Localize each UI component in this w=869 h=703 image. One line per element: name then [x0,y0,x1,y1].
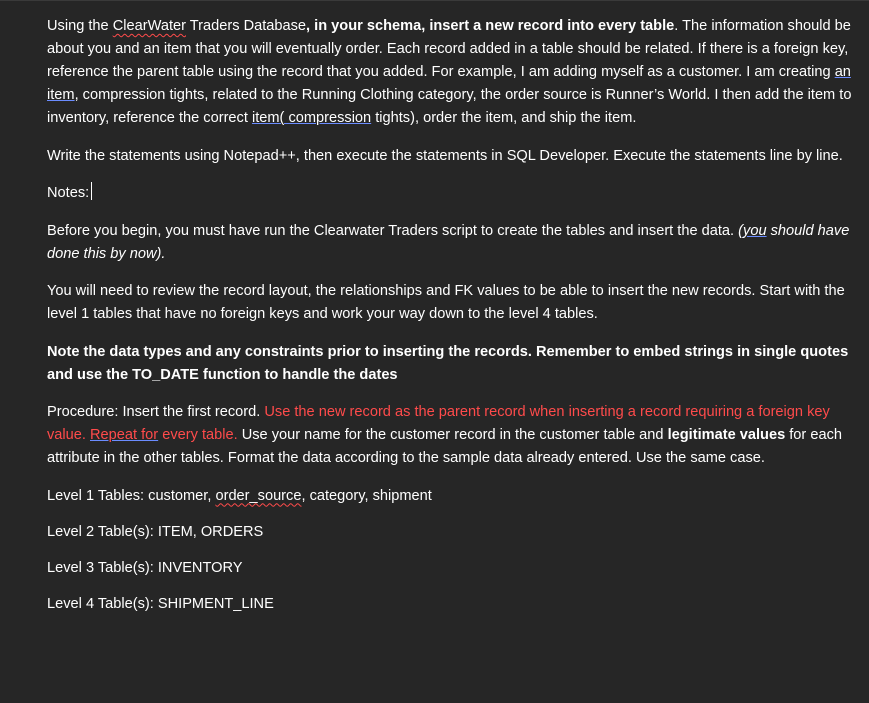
procedure-paragraph [47,401,863,470]
level-2-tables: Level 2 Table(s): ITEM, ORDERS [47,523,264,540]
text-run: tights), order the item, and ship the item. [371,110,637,126]
data-types-note-paragraph: Note the data types and any constraints prior to inserting the records. Remember to embed strings in single quotes and use the TO_DATE function to handle the dates [47,343,849,383]
grammar-flagged-phrase[interactable]: item( compression [251,110,372,126]
red-text-run: every table. [158,427,238,443]
level-4-tables: Level 4 Table(s): SHIPMENT_LINE [47,595,274,612]
level-1-tables [47,485,863,508]
before-you-begin-paragraph [47,220,863,266]
review-layout-paragraph: You will need to review the record layout, the relationships and FK values to be able to insert the new records. Start with the level 1 tables that have no foreign keys and work your way down to the level 4 tables. [47,283,845,322]
notes-label: Notes: [47,185,90,201]
red-text-run: Use the new record as the parent record when inserting a record requiring a foreign key value. [47,404,830,443]
level-3-tables: Level 3 Table(s): INVENTORY [47,559,243,576]
spelling-flagged-word[interactable]: order_source [215,487,302,504]
bold-text-run: legitimate values [667,427,786,443]
italic-text-run: should have done this by now). [47,222,850,262]
notes-paragraph[interactable] [47,182,863,205]
notepad-instructions-paragraph: Write the statements using Notepad++, then execute the statements in SQL Developer. Execute the statements line by line. [47,147,843,164]
text-run: , compression tights, related to the Running Clothing category, the order source is Runner’s World. I then add the item to inventory, reference the correct [47,87,852,126]
text-run: . The information should be about you and an item that you will eventually order. Each record added in a table should be related. If there is a foreign key, reference the parent table using the record that you added. For example, I am adding myself as a customer. I am creating [47,18,851,80]
text-run: Using the [47,18,113,34]
text-run: Use your name for the customer record in the customer table and [237,427,668,443]
text-cursor [91,182,92,200]
text-run: Procedure: Insert the first record. [47,404,265,420]
grammar-flagged-phrase[interactable]: an item [47,64,851,103]
grammar-flagged-word[interactable]: you [743,222,767,239]
spelling-flagged-word[interactable]: ClearWater [112,18,186,34]
text-run: Level 1 Tables: customer, [47,487,216,504]
bold-text-run: , in your schema, insert a new record into every table [306,18,675,34]
grammar-flagged-phrase[interactable]: Repeat for [90,427,159,443]
text-run: for each attribute in the other tables. Format the data according to the sample data already entered. Use the same case. [47,427,842,466]
italic-text-run: ( [738,222,744,239]
instructions-paragraph [47,15,863,130]
text-run: , category, shipment [301,487,432,504]
text-run: Before you begin, you must have run the Clearwater Traders script to create the tables and insert the data. [47,222,739,239]
text-run: Traders Database [185,18,307,34]
